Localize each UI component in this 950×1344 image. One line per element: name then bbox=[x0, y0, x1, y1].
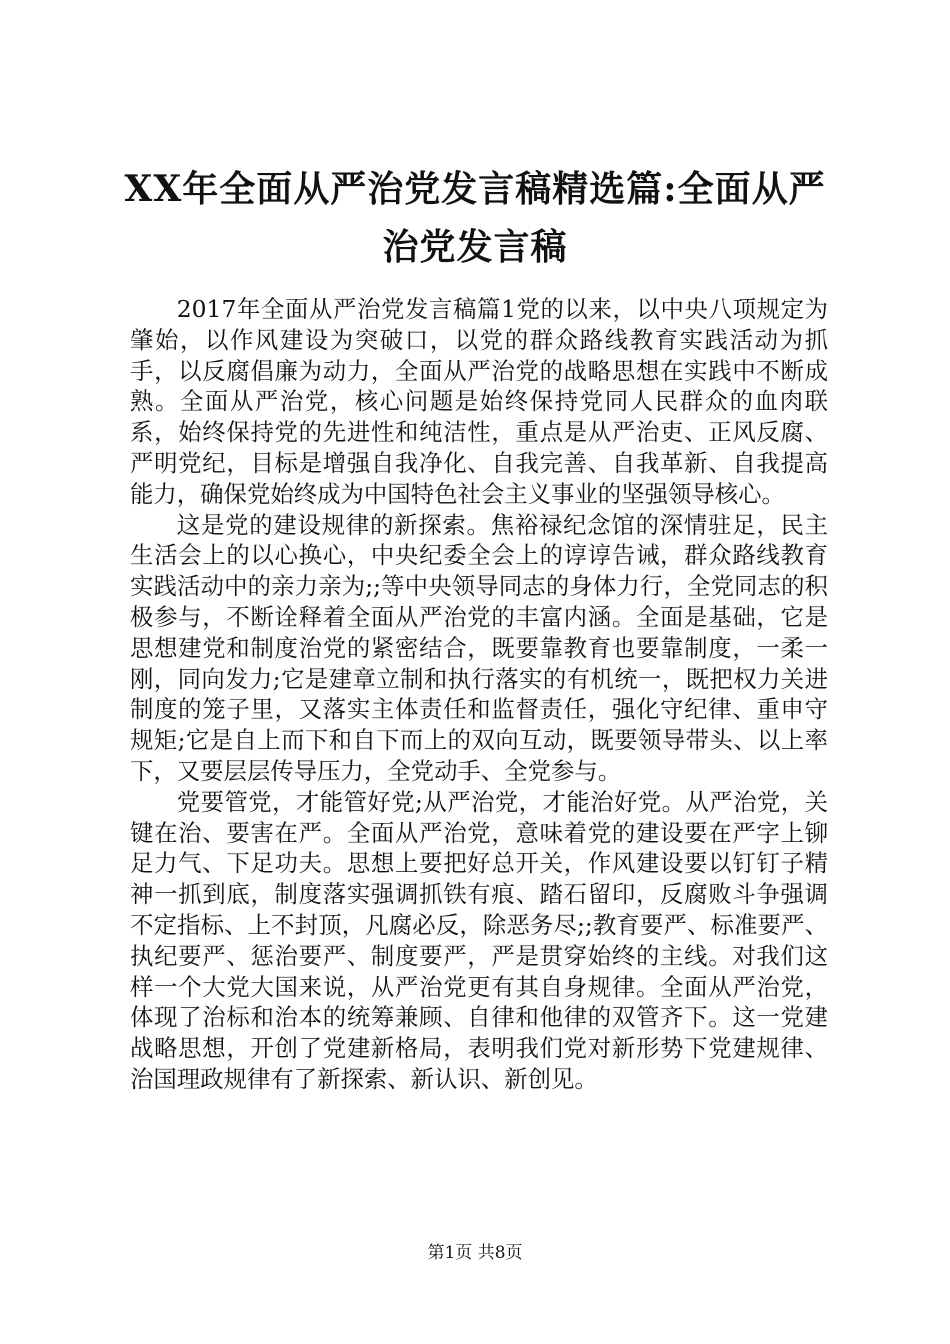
document-title: XX年全面从严治党发言稿精选篇:全面从严治党发言稿 bbox=[124, 168, 826, 268]
paragraph-3: 党要管党，才能管好党;从严治党，才能治好党。从严治党，关键在治、要害在严。全面从严治党，意味着党的建设要在严字上铆足力气、下足功夫。思想上要把好总开关，作风建设要以钉钉子精神一抓到底，制度落实强调抓铁有痕、踏石留印，反腐败斗争强调不定指标、上不封顶，凡腐必反，除恶务尽;;教育要严、标准要严、执纪要严、惩治要严、制度要严，严是贯穿始终的主线。对我们这样一个大党大国来说，从严治党更有其自身规律。全面从严治党，体现了治标和治本的统筹兼顾、自律和他律的双管齐下。这一党建战略思想，开创了党建新格局，表明我们党对新形势下党建规律、治国理政规律有了新探索、新认识、新创见。 bbox=[130, 787, 828, 1093]
document-body bbox=[130, 294, 828, 1095]
paragraph-2: 这是党的建设规律的新探索。焦裕禄纪念馆的深情驻足，民主生活会上的以心换心，中央纪委全会上的谆谆告诫，群众路线教育实践活动中的亲力亲为;;等中央领导同志的身体力行，全党同志的积极参与，不断诠释着全面从严治党的丰富内涵。全面是基础，它是思想建党和制度治党的紧密结合，既要靠教育也要靠制度，一柔一刚，同向发力;它是建章立制和执行落实的有机统一，既把权力关进制度的笼子里，又落实主体责任和监督责任，强化守纪律、重申守规矩;它是自上而下和自下而上的双向互动，既要领导带头、以上率下，又要层层传导压力，全党动手、全党参与。 bbox=[130, 510, 828, 785]
paragraph-1: 2017年全面从严治党发言稿篇1党的以来，以中央八项规定为肇始，以作风建设为突破口，以党的群众路线教育实践活动为抓手，以反腐倡廉为动力，全面从严治党的战略思想在实践中不断成熟。全面从严治党，核心问题是始终保持党同人民群众的血肉联系，始终保持党的先进性和纯洁性，重点是从严治吏、正风反腐、严明党纪，目标是增强自我净化、自我完善、自我革新、自我提高能力，确保党始终成为中国特色社会主义事业的坚强领导核心。 bbox=[130, 295, 828, 508]
page-footer: 第1页 共8页 bbox=[427, 1243, 523, 1263]
